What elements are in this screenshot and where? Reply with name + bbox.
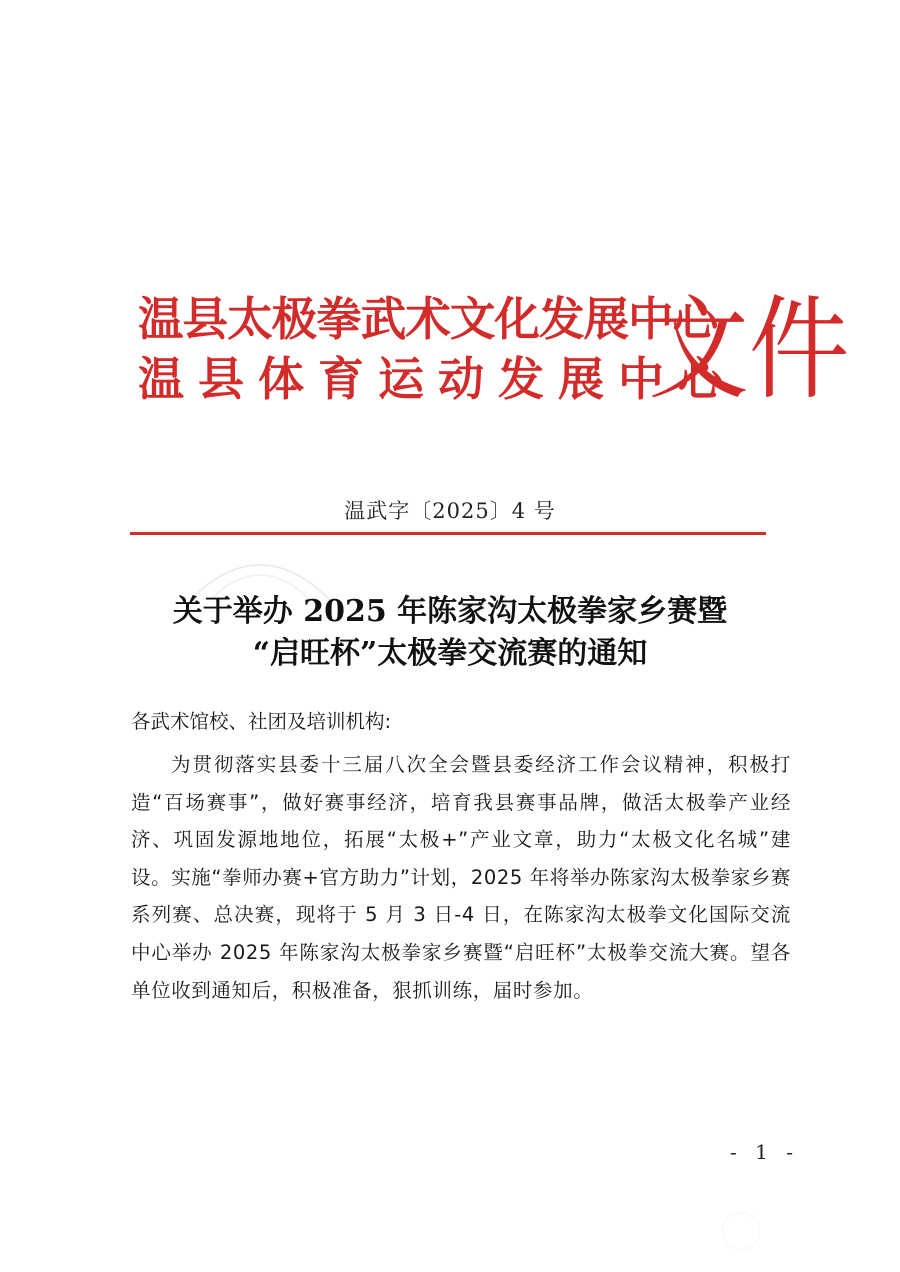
page-number: - 1 - <box>730 1140 799 1164</box>
red-divider-line <box>130 532 766 535</box>
faint-corner-mark <box>722 1212 760 1250</box>
body-paragraph: 为贯彻落实县委十三届八次全会暨县委经济工作会议精神，积极打造“百场赛事”，做好赛事经济，培育我县赛事品牌，做活太极拳产业经济、巩固发源地地位，拓展“太极+”产业文章，助力“太极文化名城”建设。实施“拳师办赛+官方助力”计划，2025 年将举办陈家沟太极拳家乡赛系列赛、总决赛，现将于 5 月 3 日-4 日，在陈家沟太极拳文化国际交流中心举办 2025 年陈家沟太极拳家乡赛暨“启旺杯”太极拳交流大赛。望各单位收到通知后，积极准备，狠抓训练，届时参加。 <box>131 753 791 1002</box>
letterhead-org-line-1: 温县太极拳武术文化发展中心 <box>138 292 718 346</box>
document-number: 温武字〔2025〕4 号 <box>344 499 556 523</box>
letterhead <box>128 282 850 422</box>
letterhead-doc-type: 文件 <box>648 285 850 415</box>
notice-title-line-1: 关于举办 2025 年陈家沟太极拳家乡赛暨 <box>172 594 728 629</box>
salutation: 各武术馆校、社团及培训机构: <box>131 710 392 733</box>
notice-title-line-2: “启旺杯”太极拳交流赛的通知 <box>252 636 648 671</box>
letterhead-org-line-2: 温县体育运动发展中心 <box>138 352 738 406</box>
